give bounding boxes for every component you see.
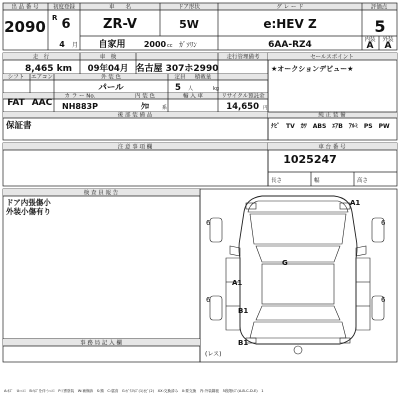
seats: 5 bbox=[175, 83, 181, 93]
sales-point-label: セールスポイント bbox=[310, 54, 354, 61]
width-label: 幅 bbox=[314, 178, 320, 184]
door-type: 5W bbox=[179, 18, 199, 31]
tire-depth-front-left: 6 bbox=[206, 219, 211, 227]
chassis-section bbox=[268, 143, 397, 187]
mileage-label: 走 行 bbox=[32, 54, 50, 61]
damage-mark-center: G bbox=[282, 259, 288, 267]
displacement-unit: cc bbox=[167, 43, 173, 49]
damage-mark-front-bumper: B1 bbox=[238, 339, 249, 347]
aircon-type: AAC bbox=[31, 98, 53, 108]
chassis-number-label: 車 台 番 号 bbox=[318, 144, 346, 151]
score-label: 評価点 bbox=[370, 4, 388, 11]
tire-note: (レス) bbox=[205, 351, 222, 358]
height-label: 高さ bbox=[357, 178, 369, 184]
shift-label: シフト bbox=[7, 74, 25, 81]
shift-type: FAT bbox=[7, 98, 25, 108]
inspector-section bbox=[3, 189, 200, 340]
inspector-comment-1: ドア内張傷小 bbox=[6, 198, 51, 207]
lot-number: 2090 bbox=[4, 18, 46, 36]
registration-month: 4 bbox=[59, 40, 65, 49]
inspection-label: 車 検 bbox=[99, 54, 117, 61]
inspection-expiry: 09年04月 bbox=[87, 64, 129, 74]
registration-plate: 名古屋 307ホ2990 bbox=[135, 64, 219, 74]
damage-diagram bbox=[200, 189, 397, 362]
sales-section bbox=[268, 53, 397, 140]
registration-month-unit: 月 bbox=[72, 42, 79, 49]
car-name: ZR-V bbox=[103, 17, 137, 32]
accessories: 保証書 bbox=[6, 121, 32, 131]
color-number-label: カ ラ ー No. bbox=[64, 93, 96, 100]
vehicle-use: 自家用 bbox=[98, 40, 126, 50]
registration-year: 6 bbox=[61, 17, 71, 32]
spec-section bbox=[3, 53, 268, 141]
header-section bbox=[3, 3, 397, 52]
grade: e:HEV Z bbox=[263, 17, 317, 31]
mileage: 8,465 km bbox=[25, 64, 72, 74]
damage-mark-front-left: B1 bbox=[238, 307, 249, 315]
import-label: 輸 入 車 bbox=[183, 93, 203, 100]
exterior-grade: A bbox=[384, 41, 392, 51]
inspector-report-label: 検 査 員 報 告 bbox=[83, 190, 119, 197]
displacement: 2000 bbox=[143, 40, 167, 49]
tire-box-front-right bbox=[372, 218, 386, 242]
car-name-label: 車 名 bbox=[108, 4, 132, 11]
seats-unit: 人 bbox=[188, 86, 194, 92]
first-registration-label: 初度登録 bbox=[52, 4, 76, 11]
model-code: 6AA-RZ4 bbox=[268, 40, 312, 50]
exterior-color: パール bbox=[98, 83, 124, 93]
tire-depth-front-right: 6 bbox=[381, 219, 386, 227]
length-label: 長さ bbox=[271, 178, 283, 184]
lot-number-label: 出 品 番 号 bbox=[11, 4, 39, 11]
recycle-deposit: 14,650 bbox=[226, 102, 259, 112]
grade-label: グ レ ー ド bbox=[276, 4, 304, 11]
tire-box-rear-left bbox=[206, 296, 222, 320]
spare-tire-icon bbox=[294, 346, 302, 354]
factory-equipment: ﾅﾋﾞ TV ｶﾜ ABS ｴｱB ｱﾙﾐ PS PW bbox=[271, 123, 390, 130]
damage-mark-roof: A1 bbox=[350, 199, 361, 207]
damage-legend: A:ｷｽﾞ U:ﾍｺﾐ B:ｷｽﾞを伴うﾍｺﾐ P:ｱ勇塗装 W:補修跡 S:錆 C:腐食 G:ｶﾞﾗｽｷｽﾞ(1)ﾋﾋﾞ(2) XX:交換済み X:要交換 内:外装鋼板 5段階ｷｽﾞ(A-B-C-D-E) 1 bbox=[4, 389, 264, 393]
tire-depth-rear-left: 6 bbox=[206, 296, 211, 304]
remarks-section bbox=[3, 339, 200, 363]
tire-box-front-left bbox=[206, 218, 222, 242]
exterior-grade-label: 外装 bbox=[382, 37, 394, 43]
load-unit: kg bbox=[213, 86, 220, 92]
load-label: 積載量 bbox=[194, 74, 212, 81]
accessories-label: 後 部 装 備 品 bbox=[117, 112, 153, 119]
interior-grade: A bbox=[366, 41, 374, 51]
overall-score: 5 bbox=[374, 17, 386, 36]
fuel-type: ｶﾞｿﾘﾝ bbox=[179, 41, 197, 49]
era-mark: R bbox=[52, 14, 58, 22]
chassis-number: 1025247 bbox=[283, 153, 337, 166]
notes-section bbox=[3, 143, 268, 187]
seats-label: 定員 bbox=[174, 74, 186, 81]
damage-mark-left-door: A1 bbox=[232, 279, 243, 287]
door-type-label: ドア形状 bbox=[178, 4, 200, 11]
notes-label: 注 意 事 項 欄 bbox=[117, 144, 153, 151]
aircon-label: エアコン bbox=[31, 74, 53, 81]
inspector-comment-2: 外装小傷有り bbox=[6, 207, 51, 216]
tire-box-rear-right bbox=[372, 296, 386, 320]
remarks-label: 事 務 局 記 入 欄 bbox=[80, 340, 122, 347]
exterior-color-label: 外 装 色 bbox=[101, 74, 121, 81]
interior-color: ｸﾛ bbox=[141, 102, 149, 111]
interior-color-suffix: 系 bbox=[162, 105, 168, 111]
recycle-label: リサイクル預託金 bbox=[221, 93, 265, 100]
recycle-unit: 円 bbox=[263, 106, 268, 111]
factory-equipment-label: 純 正 装 備 bbox=[318, 112, 346, 119]
interior-grade-label: 内装 bbox=[364, 37, 376, 43]
sales-point: ★オークションデビュー★ bbox=[271, 65, 354, 73]
tire-depth-rear-right: 6 bbox=[381, 296, 386, 304]
color-number: NH883P bbox=[62, 102, 98, 111]
interior-color-label: 内 装 色 bbox=[135, 93, 155, 100]
mileage-note-label: 走行管理備考 bbox=[226, 54, 260, 61]
